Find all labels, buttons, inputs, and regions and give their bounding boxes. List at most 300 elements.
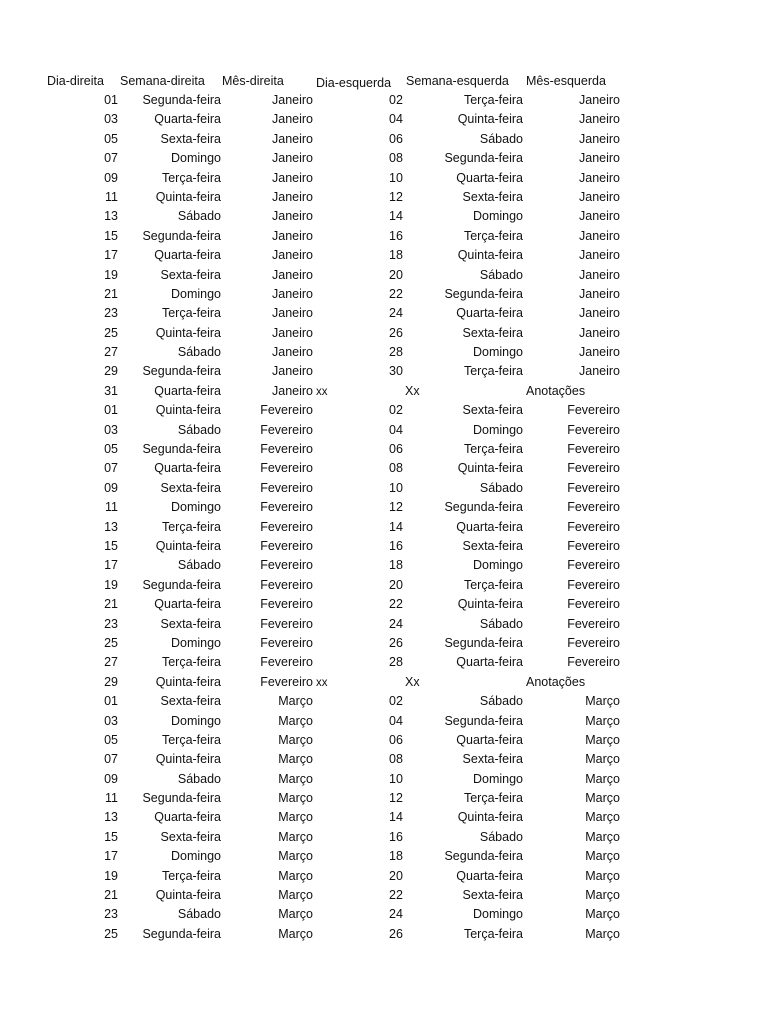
table-row bbox=[0, 227, 768, 246]
day-right-cell: 21 bbox=[104, 888, 118, 903]
weekday-left-cell: Quarta-feira bbox=[456, 170, 523, 185]
day-right-cell: 05 bbox=[104, 131, 118, 146]
day-left-cell: 12 bbox=[389, 189, 403, 204]
day-left-cell: 08 bbox=[389, 461, 403, 476]
table-row bbox=[0, 421, 768, 440]
weekday-right-cell: Segunda-feira bbox=[142, 93, 221, 107]
month-left-cell: Fevereiro bbox=[567, 461, 620, 476]
month-right-cell: Janeiro bbox=[272, 345, 313, 360]
day-left-cell: 16 bbox=[389, 228, 403, 243]
day-left-cell: 10 bbox=[389, 170, 403, 185]
month-left-cell: Janeiro bbox=[579, 112, 620, 127]
day-left-cell: 12 bbox=[389, 500, 403, 515]
month-right-cell: Janeiro bbox=[272, 189, 313, 204]
weekday-left-cell: Quarta-feira bbox=[456, 868, 523, 883]
header-mes-esquerda: Mês-esquerda bbox=[526, 74, 606, 88]
day-right-cell: 09 bbox=[104, 771, 118, 786]
day-left-cell: 14 bbox=[389, 519, 403, 534]
day-right-cell: 19 bbox=[104, 868, 118, 883]
table-row bbox=[0, 401, 768, 420]
day-left-cell: 26 bbox=[389, 325, 403, 340]
weekday-right-cell: Segunda-feira bbox=[142, 926, 221, 941]
month-right-cell: Fevereiro bbox=[260, 655, 313, 670]
month-left-cell: Março bbox=[585, 829, 620, 844]
day-right-cell: 21 bbox=[104, 597, 118, 612]
table-row bbox=[0, 207, 768, 226]
weekday-right-cell: Domingo bbox=[170, 500, 221, 515]
weekday-right-cell: Sexta-feira bbox=[160, 616, 221, 631]
weekday-left-cell: Domingo bbox=[472, 422, 523, 437]
table-row bbox=[0, 770, 768, 789]
weekday-left-cell: Quarta-feira bbox=[456, 519, 523, 534]
weekday-left-cell: Quinta-feira bbox=[457, 461, 523, 476]
day-right-cell: 01 bbox=[104, 93, 118, 107]
weekday-right-cell: Sábado bbox=[177, 422, 221, 437]
day-left-cell: 28 bbox=[389, 345, 403, 360]
xx-marker: xx bbox=[316, 385, 328, 398]
month-left-cell: Janeiro bbox=[579, 93, 620, 107]
weekday-right-cell: Segunda-feira bbox=[142, 577, 221, 592]
weekday-right-cell: Terça-feira bbox=[161, 868, 221, 883]
month-left-cell: Fevereiro bbox=[567, 577, 620, 592]
weekday-right-cell: Sábado bbox=[177, 209, 221, 224]
weekday-left-cell: Segunda-feira bbox=[444, 713, 523, 728]
weekday-right-cell: Terça-feira bbox=[161, 519, 221, 534]
month-right-cell: Fevereiro bbox=[260, 461, 313, 476]
month-left-cell: Fevereiro bbox=[567, 558, 620, 573]
month-left-cell: Fevereiro bbox=[567, 500, 620, 515]
weekday-right-cell: Domingo bbox=[170, 635, 221, 650]
day-left-cell: 02 bbox=[389, 93, 403, 107]
weekday-right-cell: Quinta-feira bbox=[155, 403, 221, 418]
weekday-right-cell: Quinta-feira bbox=[155, 538, 221, 553]
month-right-cell: Fevereiro bbox=[260, 674, 313, 689]
table-row bbox=[0, 595, 768, 614]
table-row bbox=[0, 343, 768, 362]
month-left-cell: Março bbox=[585, 810, 620, 825]
day-right-cell: 13 bbox=[104, 810, 118, 825]
header-semana-esquerda: Semana-esquerda bbox=[406, 74, 509, 88]
weekday-right-cell: Sábado bbox=[177, 907, 221, 922]
month-right-cell: Março bbox=[278, 829, 313, 844]
weekday-left-cell: Terça-feira bbox=[463, 364, 523, 379]
month-left-cell: Janeiro bbox=[579, 286, 620, 301]
table-row bbox=[0, 576, 768, 595]
month-right-cell: Janeiro bbox=[272, 306, 313, 321]
day-right-cell: 23 bbox=[104, 616, 118, 631]
day-left-cell: 18 bbox=[389, 558, 403, 573]
weekday-right-cell: Sexta-feira bbox=[160, 131, 221, 146]
weekday-left-cell: Quarta-feira bbox=[456, 732, 523, 747]
day-left-cell: 16 bbox=[389, 829, 403, 844]
weekday-left-cell: Segunda-feira bbox=[444, 849, 523, 864]
weekday-left-cell: Sexta-feira bbox=[462, 325, 523, 340]
day-left-cell: 14 bbox=[389, 810, 403, 825]
day-left-cell: 18 bbox=[389, 248, 403, 263]
day-right-cell: 13 bbox=[104, 519, 118, 534]
weekday-left-cell: Sexta-feira bbox=[462, 752, 523, 767]
weekday-left-cell: Terça-feira bbox=[463, 577, 523, 592]
day-right-cell: 15 bbox=[104, 829, 118, 844]
weekday-right-cell: Quinta-feira bbox=[155, 674, 221, 689]
month-right-cell: Janeiro bbox=[272, 364, 313, 379]
month-left-cell: Janeiro bbox=[579, 209, 620, 224]
table-row bbox=[0, 382, 768, 401]
table-row bbox=[0, 266, 768, 285]
weekday-right-cell: Domingo bbox=[170, 286, 221, 301]
month-right-cell: Janeiro bbox=[272, 383, 313, 398]
day-right-cell: 03 bbox=[104, 422, 118, 437]
table-row bbox=[0, 828, 768, 847]
month-right-cell: Março bbox=[278, 694, 313, 709]
weekday-right-cell: Quarta-feira bbox=[154, 597, 221, 612]
weekday-left-cell: Domingo bbox=[472, 558, 523, 573]
day-left-cell: 06 bbox=[389, 131, 403, 146]
month-left-cell: Março bbox=[585, 694, 620, 709]
calendar-sheet bbox=[0, 72, 768, 944]
table-row bbox=[0, 362, 768, 381]
weekday-left-cell: Segunda-feira bbox=[444, 635, 523, 650]
day-left-cell: 02 bbox=[389, 403, 403, 418]
header-dia-direita: Dia-direita bbox=[47, 74, 104, 88]
table-row bbox=[0, 91, 768, 110]
day-left-cell: 06 bbox=[389, 732, 403, 747]
day-left-cell: 02 bbox=[389, 694, 403, 709]
month-right-cell: Fevereiro bbox=[260, 616, 313, 631]
month-right-cell: Março bbox=[278, 926, 313, 941]
weekday-left-cell: Sexta-feira bbox=[462, 189, 523, 204]
weekday-left-cell: Terça-feira bbox=[463, 93, 523, 107]
day-right-cell: 09 bbox=[104, 170, 118, 185]
table-row bbox=[0, 518, 768, 537]
weekday-left-cell: Segunda-feira bbox=[444, 151, 523, 166]
table-row bbox=[0, 537, 768, 556]
month-left-cell: Janeiro bbox=[579, 345, 620, 360]
weekday-right-cell: Terça-feira bbox=[161, 306, 221, 321]
day-right-cell: 01 bbox=[104, 403, 118, 418]
month-left-cell: Março bbox=[585, 713, 620, 728]
month-right-cell: Janeiro bbox=[272, 170, 313, 185]
month-right-cell: Fevereiro bbox=[260, 519, 313, 534]
day-right-cell: 03 bbox=[104, 112, 118, 127]
table-row bbox=[0, 634, 768, 653]
table-row bbox=[0, 925, 768, 944]
table-row bbox=[0, 304, 768, 323]
month-left-cell: Janeiro bbox=[579, 131, 620, 146]
weekday-right-cell: Domingo bbox=[170, 713, 221, 728]
weekday-left-cell: Quinta-feira bbox=[457, 112, 523, 127]
day-left-cell: 28 bbox=[389, 655, 403, 670]
table-row bbox=[0, 246, 768, 265]
day-left-cell: 08 bbox=[389, 151, 403, 166]
month-right-cell: Março bbox=[278, 791, 313, 806]
table-row bbox=[0, 479, 768, 498]
table-row bbox=[0, 169, 768, 188]
weekday-right-cell: Sábado bbox=[177, 771, 221, 786]
day-left-cell: 26 bbox=[389, 926, 403, 941]
month-left-cell: Fevereiro bbox=[567, 403, 620, 418]
table-row bbox=[0, 867, 768, 886]
table-row bbox=[0, 324, 768, 343]
weekday-right-cell: Quinta-feira bbox=[155, 189, 221, 204]
day-right-cell: 15 bbox=[104, 538, 118, 553]
month-left-cell: Março bbox=[585, 888, 620, 903]
month-left-cell: Janeiro bbox=[579, 267, 620, 282]
weekday-right-cell: Quarta-feira bbox=[154, 248, 221, 263]
weekday-right-cell: Segunda-feira bbox=[142, 791, 221, 806]
weekday-left-cell: Sábado bbox=[479, 616, 523, 631]
month-right-cell: Fevereiro bbox=[260, 635, 313, 650]
month-right-cell: Março bbox=[278, 810, 313, 825]
month-right-cell: Fevereiro bbox=[260, 577, 313, 592]
month-left-cell: Março bbox=[585, 926, 620, 941]
weekday-left-cell: Sábado bbox=[479, 829, 523, 844]
month-left-cell: Fevereiro bbox=[567, 597, 620, 612]
month-right-cell: Março bbox=[278, 849, 313, 864]
day-right-cell: 27 bbox=[104, 655, 118, 670]
notes-label: Anotações bbox=[526, 674, 586, 689]
weekday-left-cell: Quarta-feira bbox=[456, 655, 523, 670]
month-right-cell: Março bbox=[278, 888, 313, 903]
day-right-cell: 19 bbox=[104, 577, 118, 592]
month-right-cell: Fevereiro bbox=[260, 538, 313, 553]
weekday-left-cell: Sábado bbox=[479, 694, 523, 709]
day-right-cell: 17 bbox=[104, 248, 118, 263]
month-right-cell: Janeiro bbox=[272, 209, 313, 224]
weekday-left-cell: Domingo bbox=[472, 771, 523, 786]
day-right-cell: 11 bbox=[105, 791, 118, 806]
day-right-cell: 01 bbox=[104, 694, 118, 709]
weekday-left-cell: Segunda-feira bbox=[444, 500, 523, 515]
month-left-cell: Janeiro bbox=[579, 248, 620, 263]
table-row bbox=[0, 556, 768, 575]
day-left-cell: 26 bbox=[389, 635, 403, 650]
month-left-cell: Fevereiro bbox=[567, 655, 620, 670]
weekday-right-cell: Quinta-feira bbox=[155, 888, 221, 903]
weekday-left-cell: Terça-feira bbox=[463, 442, 523, 457]
month-right-cell: Janeiro bbox=[272, 228, 313, 243]
month-left-cell: Março bbox=[585, 771, 620, 786]
table-row bbox=[0, 285, 768, 304]
day-right-cell: 19 bbox=[104, 267, 118, 282]
day-left-cell: 08 bbox=[389, 752, 403, 767]
table-row bbox=[0, 712, 768, 731]
month-left-cell: Janeiro bbox=[579, 364, 620, 379]
weekday-left-cell: Quinta-feira bbox=[457, 810, 523, 825]
day-left-cell: 18 bbox=[389, 849, 403, 864]
month-right-cell: Janeiro bbox=[272, 286, 313, 301]
day-right-cell: 17 bbox=[104, 849, 118, 864]
day-left-cell: 16 bbox=[389, 538, 403, 553]
day-right-cell: 09 bbox=[104, 480, 118, 495]
weekday-right-cell: Segunda-feira bbox=[142, 228, 221, 243]
table-row bbox=[0, 498, 768, 517]
month-right-cell: Fevereiro bbox=[260, 422, 313, 437]
month-left-cell: Janeiro bbox=[579, 325, 620, 340]
weekday-left-cell: Quarta-feira bbox=[456, 306, 523, 321]
weekday-right-cell: Sexta-feira bbox=[160, 694, 221, 709]
day-left-cell: 22 bbox=[389, 888, 403, 903]
day-left-cell: 04 bbox=[389, 713, 403, 728]
weekday-left-cell: Sexta-feira bbox=[462, 888, 523, 903]
day-right-cell: 13 bbox=[104, 209, 118, 224]
table-row bbox=[0, 905, 768, 924]
month-right-cell: Fevereiro bbox=[260, 558, 313, 573]
table-row bbox=[0, 459, 768, 478]
weekday-left-cell: Sábado bbox=[479, 267, 523, 282]
table-row bbox=[0, 653, 768, 672]
weekday-right-cell: Terça-feira bbox=[161, 170, 221, 185]
month-right-cell: Fevereiro bbox=[260, 480, 313, 495]
month-right-cell: Janeiro bbox=[272, 131, 313, 146]
weekday-left-cell: Sábado bbox=[479, 480, 523, 495]
month-right-cell: Janeiro bbox=[272, 93, 313, 107]
month-right-cell: Janeiro bbox=[272, 267, 313, 282]
weekday-right-cell: Quarta-feira bbox=[154, 461, 221, 476]
weekday-left-cell: Terça-feira bbox=[463, 228, 523, 243]
weekday-right-cell: Sexta-feira bbox=[160, 267, 221, 282]
weekday-right-cell: Domingo bbox=[170, 849, 221, 864]
month-right-cell: Março bbox=[278, 752, 313, 767]
weekday-right-cell: Sábado bbox=[177, 558, 221, 573]
weekday-left-cell: Sexta-feira bbox=[462, 538, 523, 553]
day-right-cell: 11 bbox=[105, 500, 118, 515]
day-left-cell: 10 bbox=[389, 771, 403, 786]
section-xx-label: Xx bbox=[405, 674, 420, 689]
month-right-cell: Janeiro bbox=[272, 151, 313, 166]
xx-marker: xx bbox=[316, 676, 328, 689]
day-left-cell: 30 bbox=[389, 364, 403, 379]
table-row bbox=[0, 149, 768, 168]
weekday-left-cell: Domingo bbox=[472, 907, 523, 922]
day-left-cell: 24 bbox=[389, 616, 403, 631]
day-right-cell: 21 bbox=[104, 286, 118, 301]
month-right-cell: Janeiro bbox=[272, 248, 313, 263]
weekday-right-cell: Domingo bbox=[170, 151, 221, 166]
month-left-cell: Fevereiro bbox=[567, 635, 620, 650]
weekday-right-cell: Sexta-feira bbox=[160, 829, 221, 844]
day-right-cell: 27 bbox=[104, 345, 118, 360]
month-left-cell: Janeiro bbox=[579, 189, 620, 204]
month-right-cell: Fevereiro bbox=[260, 403, 313, 418]
weekday-left-cell: Quinta-feira bbox=[457, 597, 523, 612]
table-row bbox=[0, 110, 768, 129]
weekday-left-cell: Quinta-feira bbox=[457, 248, 523, 263]
day-left-cell: 10 bbox=[389, 480, 403, 495]
day-right-cell: 23 bbox=[104, 306, 118, 321]
month-left-cell: Fevereiro bbox=[567, 538, 620, 553]
month-right-cell: Março bbox=[278, 868, 313, 883]
day-right-cell: 23 bbox=[104, 907, 118, 922]
month-left-cell: Janeiro bbox=[579, 151, 620, 166]
day-right-cell: 25 bbox=[104, 926, 118, 941]
day-right-cell: 29 bbox=[104, 364, 118, 379]
month-left-cell: Fevereiro bbox=[567, 519, 620, 534]
weekday-right-cell: Sábado bbox=[177, 345, 221, 360]
month-right-cell: Janeiro bbox=[272, 112, 313, 127]
day-left-cell: 04 bbox=[389, 422, 403, 437]
weekday-left-cell: Domingo bbox=[472, 209, 523, 224]
day-left-cell: 20 bbox=[389, 577, 403, 592]
header-dia-esquerda: Dia-esquerda bbox=[316, 76, 392, 90]
day-left-cell: 20 bbox=[389, 868, 403, 883]
month-right-cell: Março bbox=[278, 771, 313, 786]
weekday-right-cell: Terça-feira bbox=[161, 655, 221, 670]
table-row bbox=[0, 847, 768, 866]
month-right-cell: Março bbox=[278, 732, 313, 747]
header-semana-direita: Semana-direita bbox=[120, 74, 205, 88]
weekday-left-cell: Terça-feira bbox=[463, 791, 523, 806]
month-left-cell: Março bbox=[585, 849, 620, 864]
table-row bbox=[0, 789, 768, 808]
day-left-cell: 24 bbox=[389, 907, 403, 922]
weekday-left-cell: Domingo bbox=[472, 345, 523, 360]
day-left-cell: 14 bbox=[389, 209, 403, 224]
month-right-cell: Fevereiro bbox=[260, 442, 313, 457]
table-row bbox=[0, 808, 768, 827]
day-right-cell: 07 bbox=[104, 752, 118, 767]
month-left-cell: Março bbox=[585, 868, 620, 883]
month-right-cell: Fevereiro bbox=[260, 500, 313, 515]
table-row bbox=[0, 188, 768, 207]
month-left-cell: Fevereiro bbox=[567, 480, 620, 495]
day-left-cell: 22 bbox=[389, 597, 403, 612]
table-row bbox=[0, 750, 768, 769]
month-left-cell: Março bbox=[585, 907, 620, 922]
day-right-cell: 05 bbox=[104, 442, 118, 457]
table-row bbox=[0, 692, 768, 711]
month-right-cell: Janeiro bbox=[272, 325, 313, 340]
day-left-cell: 22 bbox=[389, 286, 403, 301]
weekday-right-cell: Quinta-feira bbox=[155, 752, 221, 767]
month-right-cell: Fevereiro bbox=[260, 597, 313, 612]
table-row bbox=[0, 731, 768, 750]
month-left-cell: Janeiro bbox=[579, 170, 620, 185]
month-left-cell: Janeiro bbox=[579, 228, 620, 243]
month-left-cell: Fevereiro bbox=[567, 442, 620, 457]
table-row bbox=[0, 130, 768, 149]
day-right-cell: 17 bbox=[104, 558, 118, 573]
day-right-cell: 25 bbox=[104, 635, 118, 650]
month-left-cell: Março bbox=[585, 791, 620, 806]
month-left-cell: Março bbox=[585, 752, 620, 767]
weekday-right-cell: Quarta-feira bbox=[154, 810, 221, 825]
day-right-cell: 05 bbox=[104, 732, 118, 747]
day-left-cell: 06 bbox=[389, 442, 403, 457]
weekday-right-cell: Segunda-feira bbox=[142, 442, 221, 457]
month-left-cell: Fevereiro bbox=[567, 616, 620, 631]
month-right-cell: Março bbox=[278, 907, 313, 922]
month-left-cell: Janeiro bbox=[579, 306, 620, 321]
table-row bbox=[0, 440, 768, 459]
weekday-right-cell: Segunda-feira bbox=[142, 364, 221, 379]
weekday-left-cell: Terça-feira bbox=[463, 926, 523, 941]
day-right-cell: 29 bbox=[104, 674, 118, 689]
weekday-left-cell: Segunda-feira bbox=[444, 286, 523, 301]
weekday-right-cell: Quinta-feira bbox=[155, 325, 221, 340]
weekday-left-cell: Sábado bbox=[479, 131, 523, 146]
header-mes-direita: Mês-direita bbox=[222, 74, 284, 88]
day-left-cell: 20 bbox=[389, 267, 403, 282]
month-left-cell: Março bbox=[585, 732, 620, 747]
day-right-cell: 07 bbox=[104, 461, 118, 476]
weekday-left-cell: Sexta-feira bbox=[462, 403, 523, 418]
day-left-cell: 04 bbox=[389, 112, 403, 127]
weekday-right-cell: Sexta-feira bbox=[160, 480, 221, 495]
month-right-cell: Março bbox=[278, 713, 313, 728]
weekday-right-cell: Terça-feira bbox=[161, 732, 221, 747]
table-body bbox=[0, 91, 768, 944]
